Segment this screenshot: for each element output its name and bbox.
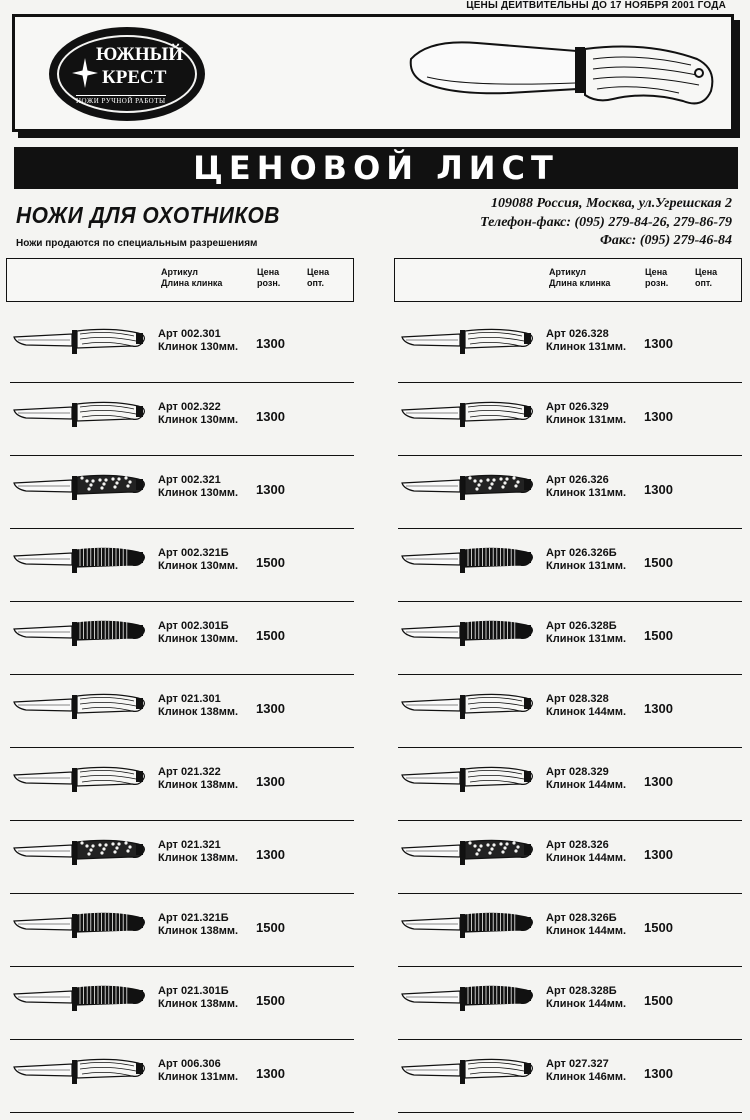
article-cell <box>546 328 626 354</box>
retail-price: 1300 <box>644 701 673 716</box>
table-row <box>10 967 354 1040</box>
article-number: Арт 021.322 <box>158 766 221 778</box>
knife-image <box>12 326 152 359</box>
blade-length: Клинок 144мм. <box>546 706 627 718</box>
knife-image <box>12 1056 152 1089</box>
logo-text-line2: КРЕСТ <box>102 67 167 88</box>
logo-tagline: НОЖИ РУЧНОЙ РАБОТЫ <box>76 97 166 105</box>
blade-length: Клинок 138мм. <box>158 852 239 864</box>
knife-image <box>400 764 540 797</box>
article-cell <box>546 1058 626 1084</box>
article-cell <box>158 620 238 646</box>
blade-length: Клинок 130мм. <box>158 560 239 572</box>
table-row <box>398 456 742 529</box>
retail-price: 1300 <box>256 847 285 862</box>
article-number: Арт 021.321 <box>158 839 221 851</box>
retail-price: 1300 <box>644 482 673 497</box>
article-cell <box>158 547 238 573</box>
retail-price: 1500 <box>256 993 285 1008</box>
table-row <box>398 967 742 1040</box>
right-column-header <box>394 258 742 302</box>
knife-image <box>400 837 540 870</box>
article-number: Арт 002.301 <box>158 328 221 340</box>
article-number: Арт 028.328Б <box>546 985 617 997</box>
knife-icon <box>400 545 540 573</box>
knife-icon <box>12 910 152 938</box>
table-row <box>10 1040 354 1113</box>
knife-image <box>400 983 540 1016</box>
article-number: Арт 002.321Б <box>158 547 229 559</box>
table-row <box>398 821 742 894</box>
knife-icon <box>400 983 540 1011</box>
knife-image <box>400 326 540 359</box>
table-row <box>10 310 354 383</box>
table-row <box>10 821 354 894</box>
blade-length: Клинок 130мм. <box>158 633 239 645</box>
retail-price: 1300 <box>644 847 673 862</box>
blade-length: Клинок 130мм. <box>158 414 239 426</box>
knife-icon <box>400 326 540 354</box>
article-cell <box>158 474 238 500</box>
article-number: Арт 027.327 <box>546 1058 609 1070</box>
knife-image <box>400 910 540 943</box>
article-cell <box>546 985 626 1011</box>
article-cell <box>546 547 626 573</box>
knife-image <box>12 618 152 651</box>
knife-icon <box>400 399 540 427</box>
header-article: Артикул Длина клинка <box>161 267 223 288</box>
article-cell <box>158 1058 238 1084</box>
knife-image <box>12 691 152 724</box>
table-row <box>10 383 354 456</box>
article-cell <box>158 693 238 719</box>
article-number: Арт 002.321 <box>158 474 221 486</box>
article-cell <box>158 985 238 1011</box>
article-number: Арт 028.326 <box>546 839 609 851</box>
table-row <box>398 310 742 383</box>
article-number: Арт 021.301 <box>158 693 221 705</box>
star-icon <box>72 58 98 88</box>
header-retail-price: Цена розн. <box>257 267 281 288</box>
retail-price: 1500 <box>256 555 285 570</box>
article-number: Арт 028.328 <box>546 693 609 705</box>
knife-icon <box>400 472 540 500</box>
knife-image <box>400 545 540 578</box>
page-title: ЦЕНОВОЙ ЛИСТ <box>14 147 738 189</box>
blade-length: Клинок 130мм. <box>158 487 239 499</box>
blade-length: Клинок 144мм. <box>546 852 627 864</box>
article-cell <box>546 620 626 646</box>
knife-icon <box>400 1056 540 1084</box>
article-number: Арт 028.329 <box>546 766 609 778</box>
retail-price: 1300 <box>256 774 285 789</box>
blade-length: Клинок 144мм. <box>546 925 627 937</box>
knife-icon <box>12 764 152 792</box>
section-note: Ножи продаются по специальным разрешениям <box>16 238 258 249</box>
knife-icon <box>400 837 540 865</box>
table-row <box>398 748 742 821</box>
blade-length: Клинок 138мм. <box>158 706 239 718</box>
table-row <box>10 894 354 967</box>
article-number: Арт 026.328 <box>546 328 609 340</box>
blade-length: Клинок 131мм. <box>546 633 627 645</box>
article-number: Арт 026.326 <box>546 474 609 486</box>
fax-line: Факс: (095) 279-46-84 <box>600 233 732 248</box>
article-number: Арт 021.321Б <box>158 912 229 924</box>
table-row <box>398 602 742 675</box>
knife-image <box>12 837 152 870</box>
blade-length: Клинок 138мм. <box>158 925 239 937</box>
knife-image <box>12 983 152 1016</box>
article-cell <box>546 766 626 792</box>
knife-icon <box>12 1056 152 1084</box>
blade-length: Клинок 130мм. <box>158 341 239 353</box>
table-row <box>10 748 354 821</box>
knife-icon <box>12 399 152 427</box>
article-number: Арт 026.326Б <box>546 547 617 559</box>
header-wholesale-price: Цена опт. <box>307 267 330 288</box>
blade-length: Клинок 131мм. <box>546 560 627 572</box>
retail-price: 1300 <box>256 701 285 716</box>
blade-length: Клинок 138мм. <box>158 779 239 791</box>
retail-price: 1500 <box>644 993 673 1008</box>
blade-length: Клинок 144мм. <box>546 998 627 1010</box>
article-cell <box>158 839 238 865</box>
article-cell <box>546 912 626 938</box>
table-row <box>10 675 354 748</box>
retail-price: 1300 <box>644 336 673 351</box>
blade-length: Клинок 131мм. <box>546 487 627 499</box>
article-cell <box>546 839 626 865</box>
knife-icon <box>12 326 152 354</box>
article-cell <box>158 401 238 427</box>
table-row <box>398 894 742 967</box>
retail-price: 1300 <box>644 774 673 789</box>
knife-image <box>12 764 152 797</box>
table-row <box>10 602 354 675</box>
table-row <box>10 456 354 529</box>
knife-icon <box>400 910 540 938</box>
knife-image <box>12 472 152 505</box>
header-banner <box>12 14 734 132</box>
price-validity-note: ЦЕНЫ ДЕИТВИТЕЛЬНЫ ДО 17 НОЯБРЯ 2001 ГОДА <box>466 0 726 11</box>
blade-length: Клинок 138мм. <box>158 998 239 1010</box>
header-retail-price: Цена розн. <box>645 267 669 288</box>
knife-icon <box>12 545 152 573</box>
knife-image <box>12 545 152 578</box>
article-cell <box>546 474 626 500</box>
knife-image <box>400 399 540 432</box>
retail-price: 1500 <box>644 628 673 643</box>
retail-price: 1300 <box>256 336 285 351</box>
header-article: Артикул Длина клинка <box>549 267 611 288</box>
retail-price: 1500 <box>256 628 285 643</box>
knife-image <box>400 618 540 651</box>
article-cell <box>546 693 626 719</box>
blade-length: Клинок 144мм. <box>546 779 627 791</box>
article-cell <box>158 328 238 354</box>
phone-fax-line: Телефон-факс: (095) 279-84-26, 279-86-79 <box>480 215 732 230</box>
header-wholesale-price: Цена опт. <box>695 267 718 288</box>
table-row <box>398 1040 742 1113</box>
knife-icon <box>12 691 152 719</box>
retail-price: 1300 <box>256 1066 285 1081</box>
blade-length: Клинок 131мм. <box>546 341 627 353</box>
retail-price: 1500 <box>644 920 673 935</box>
retail-price: 1300 <box>256 482 285 497</box>
article-number: Арт 021.301Б <box>158 985 229 997</box>
brand-logo <box>49 27 205 121</box>
retail-price: 1300 <box>256 409 285 424</box>
article-number: Арт 026.328Б <box>546 620 617 632</box>
knife-icon <box>400 691 540 719</box>
article-number: Арт 028.326Б <box>546 912 617 924</box>
knife-icon <box>12 472 152 500</box>
article-number: Арт 002.301Б <box>158 620 229 632</box>
article-cell <box>158 766 238 792</box>
address-line: 109088 Россия, Москва, ул.Угрешская 2 <box>491 196 732 211</box>
article-number: Арт 002.322 <box>158 401 221 413</box>
section-title: НОЖИ ДЛЯ ОХОТНИКОВ <box>16 203 280 229</box>
retail-price: 1500 <box>644 555 673 570</box>
knife-icon <box>12 837 152 865</box>
article-number: Арт 006.306 <box>158 1058 221 1070</box>
retail-price: 1300 <box>644 409 673 424</box>
knife-icon <box>400 764 540 792</box>
knife-image <box>400 691 540 724</box>
logo-text-line1: ЮЖНЫЙ <box>96 44 184 65</box>
article-cell <box>546 401 626 427</box>
table-row <box>398 383 742 456</box>
table-row <box>10 529 354 602</box>
blade-length: Клинок 131мм. <box>546 414 627 426</box>
blade-length: Клинок 146мм. <box>546 1071 627 1083</box>
knife-icon <box>400 618 540 646</box>
left-column-header <box>6 258 354 302</box>
knife-icon <box>12 983 152 1011</box>
knife-icon <box>12 618 152 646</box>
blade-length: Клинок 131мм. <box>158 1071 239 1083</box>
retail-price: 1300 <box>644 1066 673 1081</box>
table-row <box>398 675 742 748</box>
table-row <box>398 529 742 602</box>
hero-knife-icon <box>407 29 719 115</box>
knife-image <box>12 910 152 943</box>
article-cell <box>158 912 238 938</box>
knife-image <box>12 399 152 432</box>
knife-image <box>400 1056 540 1089</box>
retail-price: 1500 <box>256 920 285 935</box>
article-number: Арт 026.329 <box>546 401 609 413</box>
knife-image <box>400 472 540 505</box>
